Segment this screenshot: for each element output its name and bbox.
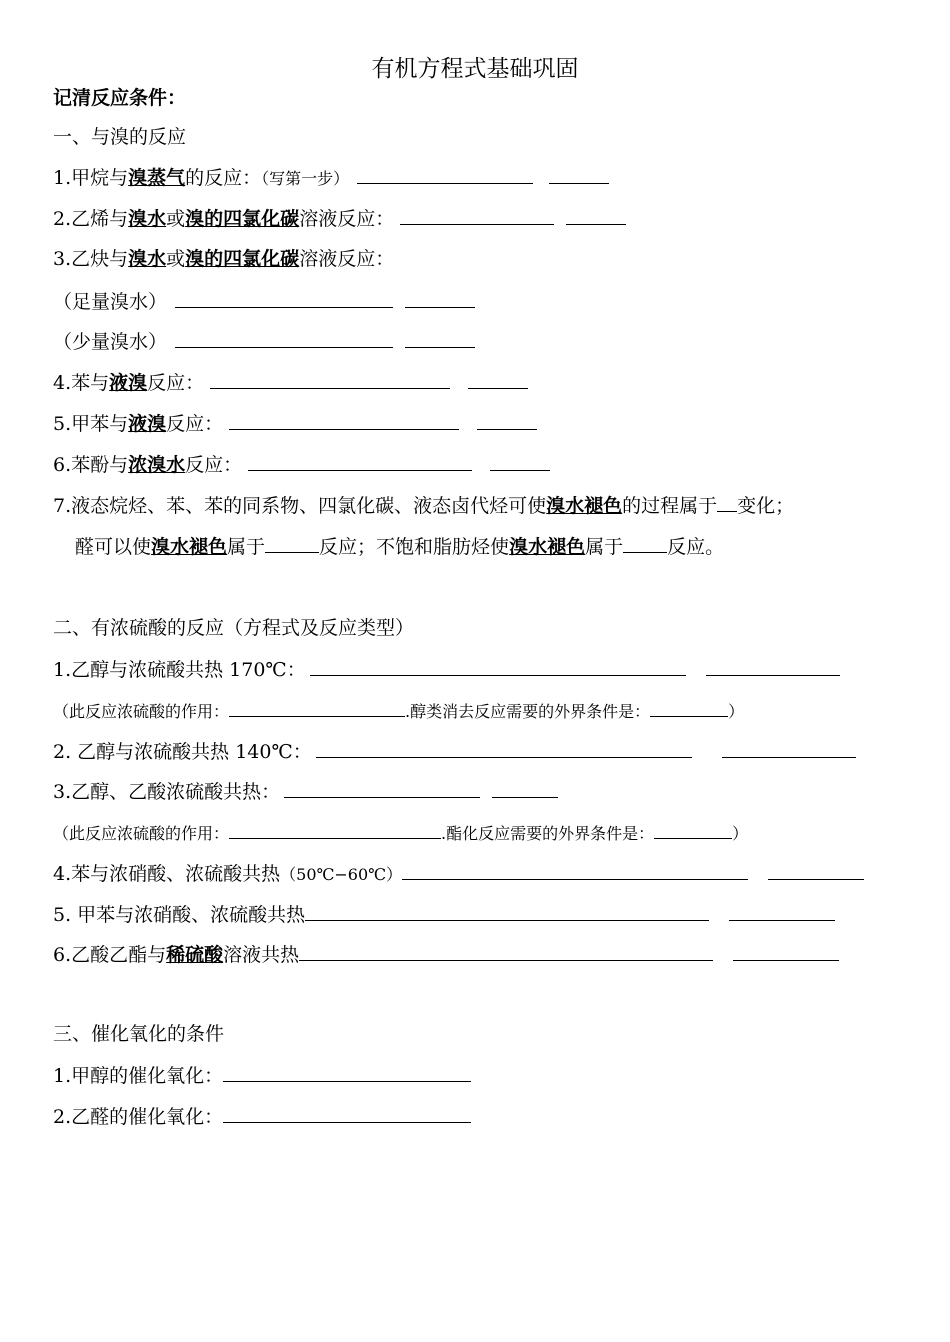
keyword: 溴的四氯化碳 bbox=[185, 248, 300, 270]
equation-blank[interactable] bbox=[229, 411, 459, 430]
s1-question-1: 1.甲烷与溴蒸气的反应：（写第一步） bbox=[53, 165, 609, 191]
s2-question-3-note: （此反应浓硫酸的作用： .酯化反应需要的外界条件是： ） bbox=[53, 820, 748, 846]
answer-blank[interactable] bbox=[654, 820, 732, 839]
s2-question-1: 1.乙醇与浓硫酸共热 170℃： bbox=[53, 657, 840, 682]
s2-question-6: 6.乙酸乙酯与稀硫酸溶液共热 bbox=[53, 942, 839, 967]
answer-blank[interactable] bbox=[229, 698, 405, 717]
s3-question-2: 2.乙醛的催化氧化： bbox=[53, 1104, 471, 1129]
s1-question-7-continued: 醛可以使溴水褪色属于 反应；不饱和脂肪烃使溴水褪色属于 反应。 bbox=[75, 536, 725, 558]
keyword: 溴水褪色 bbox=[546, 495, 623, 517]
section2-heading: 二、有浓硫酸的反应（方程式及反应类型） bbox=[53, 617, 415, 639]
s1-question-3: 3.乙炔与溴水或溴的四氯化碳溶液反应： bbox=[53, 248, 395, 270]
type-blank[interactable] bbox=[729, 902, 835, 921]
type-blank[interactable] bbox=[566, 206, 626, 225]
answer-blank[interactable] bbox=[650, 698, 728, 717]
keyword: 溴水 bbox=[128, 208, 167, 230]
type-blank[interactable] bbox=[468, 370, 528, 389]
answer-blank[interactable] bbox=[623, 534, 667, 553]
keyword: 溴水 bbox=[128, 248, 167, 270]
s1-question-3a: （足量溴水） bbox=[53, 289, 475, 314]
equation-blank[interactable] bbox=[310, 657, 686, 676]
equation-blank[interactable] bbox=[175, 329, 393, 348]
answer-blank[interactable] bbox=[265, 534, 319, 553]
keyword: 液溴 bbox=[128, 413, 167, 435]
equation-blank[interactable] bbox=[210, 370, 450, 389]
type-blank[interactable] bbox=[405, 289, 475, 308]
page-title: 有机方程式基础巩固 bbox=[371, 56, 579, 82]
type-blank[interactable] bbox=[722, 739, 856, 758]
intro-heading: 记清反应条件： bbox=[53, 87, 187, 109]
keyword: 浓溴水 bbox=[128, 454, 186, 476]
s2-question-5: 5. 甲苯与浓硝酸、浓硫酸共热 bbox=[53, 902, 835, 927]
answer-blank[interactable] bbox=[717, 493, 737, 512]
s3-question-1: 1.甲醇的催化氧化： bbox=[53, 1063, 471, 1088]
type-blank[interactable] bbox=[492, 779, 558, 798]
type-blank[interactable] bbox=[490, 452, 550, 471]
equation-blank[interactable] bbox=[299, 942, 713, 961]
equation-blank[interactable] bbox=[248, 452, 472, 471]
s2-question-3: 3.乙醇、乙酸浓硫酸共热： bbox=[53, 779, 558, 804]
answer-blank[interactable] bbox=[229, 820, 441, 839]
s1-question-3b: （少量溴水） bbox=[53, 329, 475, 354]
equation-blank[interactable] bbox=[175, 289, 393, 308]
type-blank[interactable] bbox=[706, 657, 840, 676]
answer-blank[interactable] bbox=[223, 1104, 471, 1123]
s1-question-6: 6.苯酚与浓溴水反应： bbox=[53, 452, 550, 477]
equation-blank[interactable] bbox=[357, 165, 533, 184]
answer-blank[interactable] bbox=[223, 1063, 471, 1082]
section3-heading: 三、催化氧化的条件 bbox=[53, 1023, 225, 1045]
type-blank[interactable] bbox=[477, 411, 537, 430]
keyword: 溴水褪色 bbox=[151, 536, 228, 558]
keyword: 溴水褪色 bbox=[509, 536, 586, 558]
keyword: 溴蒸气 bbox=[128, 167, 186, 189]
type-blank[interactable] bbox=[733, 942, 839, 961]
section1-heading: 一、与溴的反应 bbox=[53, 126, 187, 148]
keyword: 液溴 bbox=[109, 372, 148, 394]
equation-blank[interactable] bbox=[402, 861, 748, 880]
keyword: 溴的四氯化碳 bbox=[185, 208, 300, 230]
type-blank[interactable] bbox=[549, 165, 609, 184]
s1-question-4: 4.苯与液溴反应： bbox=[53, 370, 528, 395]
equation-blank[interactable] bbox=[305, 902, 709, 921]
s2-question-4: 4.苯与浓硝酸、浓硫酸共热（50℃−60℃） bbox=[53, 861, 864, 887]
type-blank[interactable] bbox=[768, 861, 864, 880]
s2-question-1-note: （此反应浓硫酸的作用： .醇类消去反应需要的外界条件是： ） bbox=[53, 698, 744, 724]
type-blank[interactable] bbox=[405, 329, 475, 348]
s1-question-5: 5.甲苯与液溴反应： bbox=[53, 411, 537, 436]
keyword: 稀硫酸 bbox=[166, 944, 224, 966]
equation-blank[interactable] bbox=[284, 779, 480, 798]
s2-question-2: 2. 乙醇与浓硫酸共热 140℃： bbox=[53, 739, 856, 764]
equation-blank[interactable] bbox=[400, 206, 554, 225]
equation-blank[interactable] bbox=[316, 739, 692, 758]
s1-question-7: 7.液态烷烃、苯、苯的同系物、四氯化碳、液态卤代烃可使溴水褪色的过程属于 变化； bbox=[53, 495, 795, 517]
s1-question-2: 2.乙烯与溴水或溴的四氯化碳溶液反应： bbox=[53, 206, 626, 231]
